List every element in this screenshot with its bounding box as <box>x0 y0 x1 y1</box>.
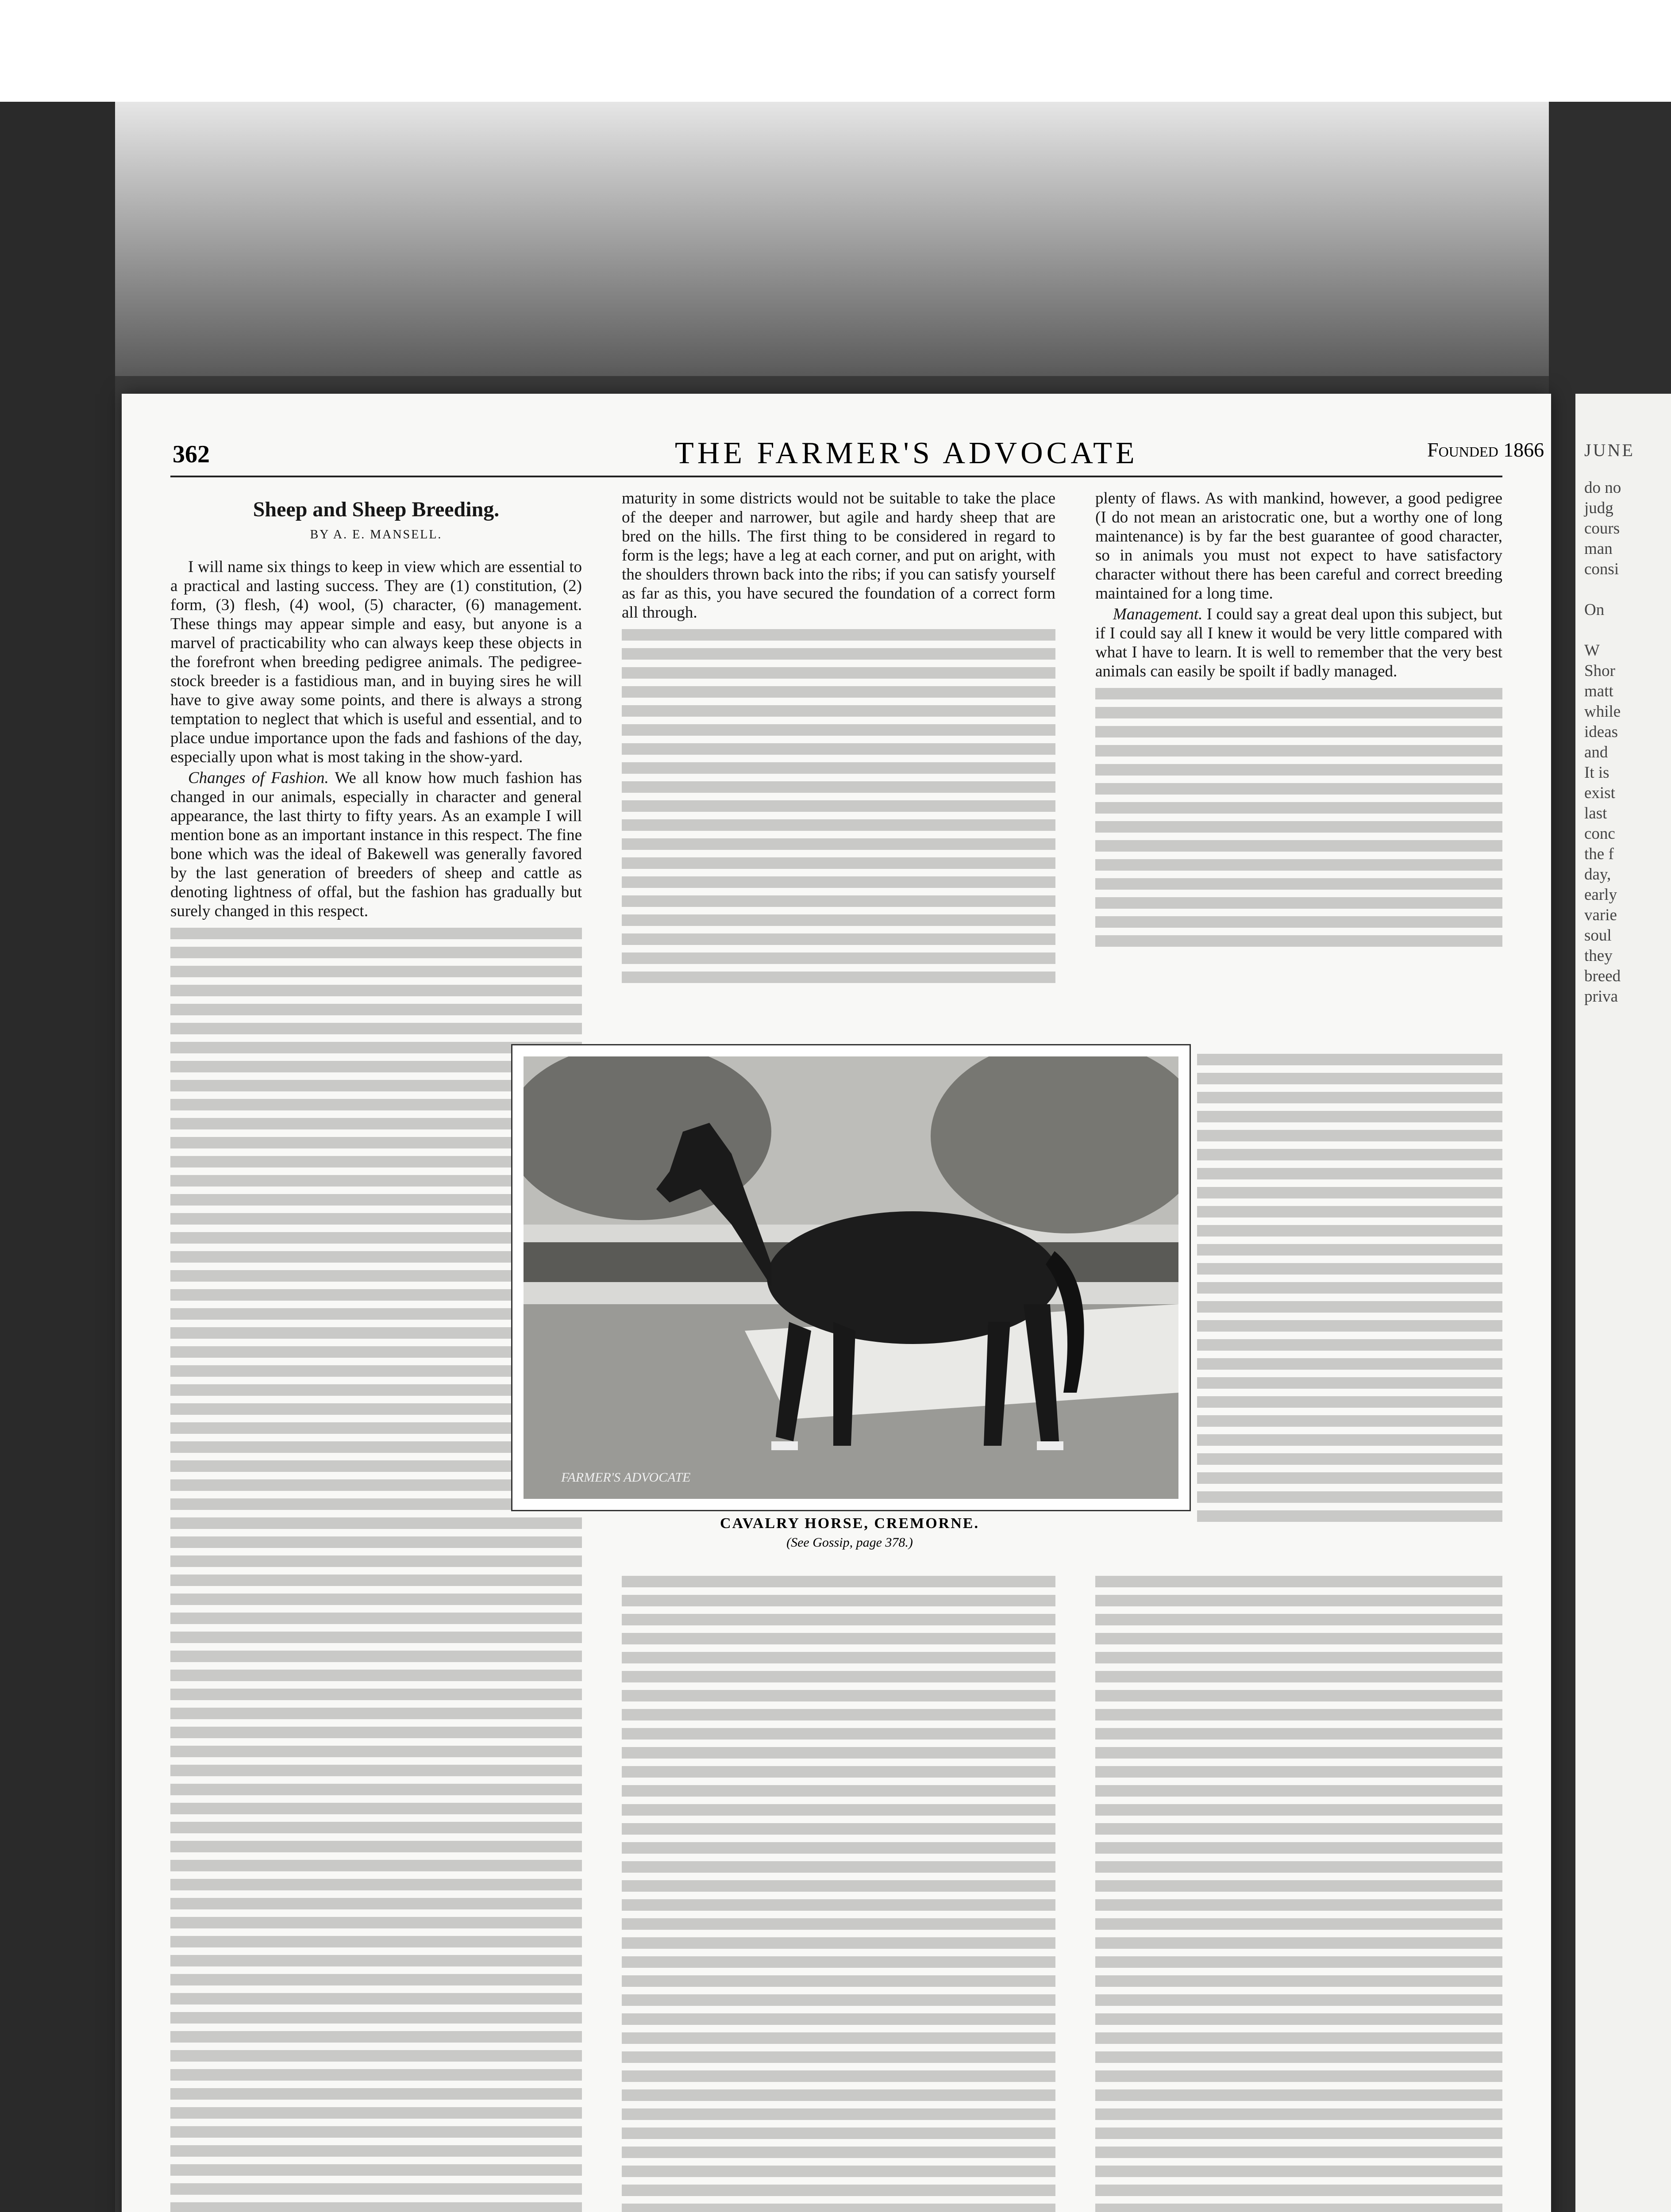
film-shadow <box>0 102 1671 376</box>
adjacent-page-line: It is <box>1584 764 1609 782</box>
adjacent-page-line: they <box>1584 947 1613 965</box>
photo-caption-note: (See Gossip, page 378.) <box>786 1535 913 1550</box>
horse-image <box>524 1056 1178 1499</box>
adjacent-page-line: breed <box>1584 967 1621 985</box>
fashion-heading: Changes of Fashion. <box>188 769 329 787</box>
article-intro: I will name six things to keep in view which are essential to a practical and lasting success. They are (1) constitution, (2) form, (3) flesh, (4) wool, (5) character, (6) management. These things may appear simple and easy, but anyone is a marvel of practicability who can always keep these objects in the forefront when breeding pedigree animals. The pedigree-stock breeder is a fastidious man, and in buying sires he will have to give away some points, and there is always a strong temptation to neglect that which is useful and essential, and to place undue importance upon the fads and fashions of the day, especially upon what is most taking in the show-yard. <box>170 558 582 766</box>
column-3 <box>1095 489 1502 948</box>
adjacent-page-line: Shor <box>1584 662 1615 680</box>
page-number: 362 <box>173 441 210 468</box>
column-3-wrap-text-body <box>1197 1048 1502 1526</box>
management-text: I could say a great deal upon this subject, but if I could say all I knew it would be very little compared with what I have to learn. It is well to remember that the very best animals can easily be spoilt if badly managed. <box>1095 605 1502 680</box>
column-3-bottom-text-body <box>1095 1571 1502 2212</box>
adjacent-page-line: judg <box>1584 499 1613 517</box>
column-2-intro: maturity in some districts would not be suitable to take the place of the deeper and narrower, but agile and hardy sheep that are bred on the hills. The first thing to be considered in regard to form is the legs; have a leg at each corner, and put on aright, with the shoulders thrown back into the ribs; if you can satisfy yourself as far as this, you have secured the foundation of a correct form all through. <box>622 489 1055 622</box>
adjacent-page-line: W <box>1584 641 1600 660</box>
film-border-top <box>0 0 1671 102</box>
column-3-intro: plenty of flaws. As with mankind, however, a good pedigree (I do not mean an aristocratic one, but a worthy one of long maintenance) is by far the best guarantee of good character, so in animals you must not expect to have satisfactory character without there has been careful and correct breeding maintained for a long time. <box>1095 489 1502 603</box>
adjacent-page-line: On <box>1584 601 1605 619</box>
photo-caption: CAVALRY HORSE, CREMORNE. <box>720 1515 979 1532</box>
adjacent-page-line: early <box>1584 886 1617 904</box>
column-3-lower <box>1197 1048 1502 1526</box>
column-2-lower-text-body <box>622 1571 1055 2212</box>
header-rule <box>170 476 1502 477</box>
column-2-lower <box>622 1571 1055 2212</box>
column-2 <box>622 489 1055 987</box>
adjacent-page-line: ideas <box>1584 723 1618 741</box>
photo-watermark: FARMER'S ADVOCATE <box>561 1470 691 1485</box>
adjacent-page-line: the f <box>1584 845 1614 863</box>
horse-photograph <box>511 1044 1191 1511</box>
adjacent-page-header: JUNE <box>1584 440 1635 460</box>
adjacent-page-strip <box>1575 394 1671 2212</box>
adjacent-page-line: while <box>1584 703 1621 721</box>
adjacent-page-line: do no <box>1584 479 1621 497</box>
adjacent-page-line: matt <box>1584 682 1613 700</box>
film-border-left <box>0 102 115 2212</box>
adjacent-page-line: varie <box>1584 906 1617 924</box>
column-3-text-body <box>1095 683 1502 948</box>
adjacent-page-line: conc <box>1584 825 1615 843</box>
newspaper-page <box>122 394 1551 2212</box>
adjacent-page-line: cours <box>1584 519 1620 538</box>
masthead: THE FARMER'S ADVOCATE <box>675 436 1138 470</box>
adjacent-page-line: day, <box>1584 865 1611 883</box>
column-3-bottom <box>1095 1571 1502 2212</box>
article-byline: BY A. E. MANSELL. <box>310 528 443 541</box>
adjacent-page-line: and <box>1584 743 1608 761</box>
adjacent-page-line: exist <box>1584 784 1615 802</box>
management-paragraph <box>1095 605 1502 681</box>
article-title: Sheep and Sheep Breeding. <box>253 498 500 521</box>
adjacent-page-line: man <box>1584 540 1613 558</box>
column-2-text-body <box>622 624 1055 987</box>
adjacent-page-line: consi <box>1584 560 1619 578</box>
management-heading: Management. <box>1113 605 1203 623</box>
adjacent-page-line: last <box>1584 804 1607 822</box>
founded-line: Founded 1866 <box>1427 438 1544 461</box>
fashion-paragraph <box>170 768 582 921</box>
adjacent-page-line: priva <box>1584 987 1618 1006</box>
fashion-text: We all know how much fashion has changed in our animals, especially in character and general appearance, the last thirty to fifty years. As an example I will mention bone as an important instance in this respect. The fine bone which was the ideal of Bakewell was generally favored by the last generation of breeders of sheep and cattle as denoting lightness of offal, but the fashion has gradually but surely changed in this respect. <box>170 769 582 920</box>
adjacent-page-line: soul <box>1584 926 1612 945</box>
